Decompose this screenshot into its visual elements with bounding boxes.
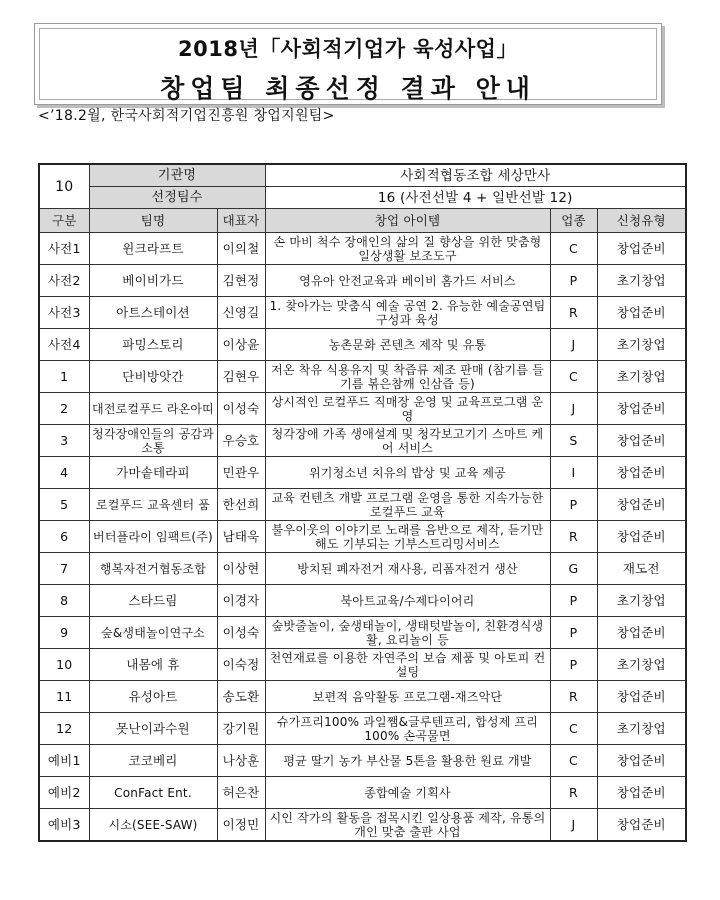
type-cell: 초기창업 (597, 649, 686, 681)
industry-cell: C (550, 233, 597, 265)
table-row (39, 329, 686, 361)
title-inner (39, 28, 657, 103)
team-cell: 가마솥테라피 (89, 457, 217, 489)
division-cell: 3 (39, 425, 89, 457)
industry-cell: G (550, 553, 597, 585)
col-header-type: 신청유형 (597, 209, 686, 233)
item-cell: 북아트교육/수제다이어리 (265, 585, 550, 617)
team-cell: 시소(SEE-SAW) (89, 809, 217, 842)
rep-cell: 김현우 (217, 361, 265, 393)
industry-cell: J (550, 393, 597, 425)
team-cell: 대전로컬푸드 라온아띠 (89, 393, 217, 425)
team-cell: 내몸에 휴 (89, 649, 217, 681)
item-cell: 청각장애 가족 생애설계 및 청각보고기기 스마트 케어 서비스 (265, 425, 550, 457)
type-cell: 초기창업 (597, 329, 686, 361)
team-cell: ConFact Ent. (89, 777, 217, 809)
table-row (39, 809, 686, 842)
team-cell: 파밍스토리 (89, 329, 217, 361)
division-cell: 5 (39, 489, 89, 521)
division-cell: 사전3 (39, 297, 89, 329)
team-cell: 스타드림 (89, 585, 217, 617)
selection-table (38, 163, 687, 842)
col-header-item: 창업 아이템 (265, 209, 550, 233)
industry-cell: C (550, 361, 597, 393)
page-title: 2018년「사회적기업가 육성사업」 (178, 37, 518, 61)
type-cell: 창업준비 (597, 297, 686, 329)
col-header-rep: 대표자 (217, 209, 265, 233)
count-label: 선정팀수 (89, 187, 265, 209)
table-row (39, 617, 686, 649)
org-label: 기관명 (89, 164, 265, 187)
page-subtitle-heading: 창업팀 최종선정 결과 안내 (160, 74, 536, 103)
type-cell: 창업준비 (597, 489, 686, 521)
item-cell: 손 마비 척수 장애인의 삶의 질 향상을 위한 맞춤형 일상생활 보조도구 (265, 233, 550, 265)
title-box (34, 23, 662, 105)
item-cell: 불우이웃의 이야기로 노래를 음반으로 제작, 듣기만 해도 기부되는 기부스트리밍서비스 (265, 521, 550, 553)
type-cell: 창업준비 (597, 681, 686, 713)
division-cell: 10 (39, 649, 89, 681)
item-cell: 영유아 안전교육과 베이비 홈가드 서비스 (265, 265, 550, 297)
industry-cell: I (550, 457, 597, 489)
industry-cell: R (550, 297, 597, 329)
rep-cell: 이상윤 (217, 329, 265, 361)
rep-cell: 김현정 (217, 265, 265, 297)
division-cell: 사전1 (39, 233, 89, 265)
table-row (39, 457, 686, 489)
rep-cell: 한선희 (217, 489, 265, 521)
industry-cell: P (550, 617, 597, 649)
rep-cell: 이경자 (217, 585, 265, 617)
rep-cell: 나상훈 (217, 745, 265, 777)
type-cell: 창업준비 (597, 233, 686, 265)
division-cell: 8 (39, 585, 89, 617)
table-row (39, 425, 686, 457)
team-cell: 아트스테이션 (89, 297, 217, 329)
team-cell: 못난이과수원 (89, 713, 217, 745)
team-cell: 로컬푸드 교육센터 품 (89, 489, 217, 521)
column-header-row (39, 209, 686, 233)
division-cell: 7 (39, 553, 89, 585)
industry-cell: J (550, 809, 597, 842)
division-cell: 2 (39, 393, 89, 425)
table-row (39, 521, 686, 553)
division-cell: 예비2 (39, 777, 89, 809)
industry-cell: P (550, 489, 597, 521)
item-cell: 상시적인 로컬푸드 직매장 운영 및 교육프로그램 운영 (265, 393, 550, 425)
industry-cell: R (550, 521, 597, 553)
division-cell: 1 (39, 361, 89, 393)
table-row (39, 233, 686, 265)
item-cell: 종합예술 기획사 (265, 777, 550, 809)
item-cell: 숲밧줄놀이, 숲생태놀이, 생태텃밭놀이, 친환경식생활, 요리놀이 등 (265, 617, 550, 649)
type-cell: 창업준비 (597, 617, 686, 649)
division-cell: 예비1 (39, 745, 89, 777)
item-cell: 시인 작가의 활동을 접목시킨 일상용품 제작, 유통의 개인 맞춤 출판 사업 (265, 809, 550, 842)
team-cell: 행복자전거협동조합 (89, 553, 217, 585)
rep-cell: 우승호 (217, 425, 265, 457)
division-cell: 9 (39, 617, 89, 649)
type-cell: 창업준비 (597, 425, 686, 457)
team-cell: 단비방앗간 (89, 361, 217, 393)
team-cell: 버터플라이 임팩트(주) (89, 521, 217, 553)
summary-number: 10 (39, 164, 89, 209)
type-cell: 초기창업 (597, 265, 686, 297)
division-cell: 12 (39, 713, 89, 745)
item-cell: 저온 착유 식용유지 및 착즙류 제조 판매 (참기름 들기름 볶은참깨 인삼즙 등) (265, 361, 550, 393)
industry-cell: R (550, 777, 597, 809)
team-cell: 윈크라프트 (89, 233, 217, 265)
type-cell: 초기창업 (597, 713, 686, 745)
table-row (39, 361, 686, 393)
rep-cell: 이의철 (217, 233, 265, 265)
item-cell: 1. 찾아가는 맞춤식 예술 공연 2. 유능한 예술공연팀 구성과 육성 (265, 297, 550, 329)
item-cell: 농촌문화 콘텐츠 제작 및 유통 (265, 329, 550, 361)
col-header-industry: 업종 (550, 209, 597, 233)
rep-cell: 이성숙 (217, 617, 265, 649)
item-cell: 교육 컨텐츠 개발 프로그램 운영을 통한 지속가능한 로컬푸드 교육 (265, 489, 550, 521)
table-row (39, 553, 686, 585)
team-cell: 코코베리 (89, 745, 217, 777)
industry-cell: S (550, 425, 597, 457)
table-row (39, 297, 686, 329)
table-row (39, 777, 686, 809)
rep-cell: 이정민 (217, 809, 265, 842)
item-cell: 천연재료를 이용한 자연주의 보습 제품 및 아토피 컨설팅 (265, 649, 550, 681)
type-cell: 창업준비 (597, 457, 686, 489)
rep-cell: 강기원 (217, 713, 265, 745)
division-cell: 11 (39, 681, 89, 713)
rep-cell: 남태욱 (217, 521, 265, 553)
issuer-note: <’18.2월, 한국사회적기업진흥원 창업지원팀> (38, 108, 335, 124)
col-header-team: 팀명 (89, 209, 217, 233)
table-row (39, 585, 686, 617)
division-cell: 6 (39, 521, 89, 553)
table-row (39, 745, 686, 777)
division-cell: 사전2 (39, 265, 89, 297)
table-row (39, 713, 686, 745)
org-value: 사회적협동조합 세상만사 (265, 164, 686, 187)
type-cell: 창업준비 (597, 745, 686, 777)
division-cell: 예비3 (39, 809, 89, 842)
type-cell: 초기창업 (597, 585, 686, 617)
item-cell: 슈가프리100% 과일쨈&글루텐프리, 합성제 프리100% 손곡물면 (265, 713, 550, 745)
rep-cell: 민관우 (217, 457, 265, 489)
team-cell: 청각장애인들의 공감과 소통 (89, 425, 217, 457)
item-cell: 평균 딸기 농가 부산물 5톤을 활용한 원료 개발 (265, 745, 550, 777)
industry-cell: C (550, 713, 597, 745)
team-cell: 유성아트 (89, 681, 217, 713)
type-cell: 창업준비 (597, 521, 686, 553)
industry-cell: J (550, 329, 597, 361)
item-cell: 방치된 폐자전거 재사용, 리폼자전거 생산 (265, 553, 550, 585)
table-row (39, 681, 686, 713)
industry-cell: P (550, 265, 597, 297)
type-cell: 창업준비 (597, 393, 686, 425)
col-header-division: 구분 (39, 209, 89, 233)
rep-cell: 이숙정 (217, 649, 265, 681)
industry-cell: P (550, 585, 597, 617)
table-row (39, 393, 686, 425)
type-cell: 창업준비 (597, 809, 686, 842)
type-cell: 창업준비 (597, 777, 686, 809)
division-cell: 사전4 (39, 329, 89, 361)
type-cell: 재도전 (597, 553, 686, 585)
rep-cell: 송도환 (217, 681, 265, 713)
team-cell: 베이비가드 (89, 265, 217, 297)
rep-cell: 허은찬 (217, 777, 265, 809)
type-cell: 초기창업 (597, 361, 686, 393)
table-row (39, 489, 686, 521)
item-cell: 위기청소년 치유의 밥상 및 교육 제공 (265, 457, 550, 489)
table-row (39, 649, 686, 681)
count-value: 16 (사전선발 4 + 일반선발 12) (265, 187, 686, 209)
table-row (39, 265, 686, 297)
division-cell: 4 (39, 457, 89, 489)
rep-cell: 이성숙 (217, 393, 265, 425)
rep-cell: 신영길 (217, 297, 265, 329)
rep-cell: 이상현 (217, 553, 265, 585)
industry-cell: R (550, 681, 597, 713)
team-cell: 숲&생태놀이연구소 (89, 617, 217, 649)
industry-cell: P (550, 649, 597, 681)
industry-cell: C (550, 745, 597, 777)
item-cell: 보편적 음악활동 프로그램-재즈악단 (265, 681, 550, 713)
